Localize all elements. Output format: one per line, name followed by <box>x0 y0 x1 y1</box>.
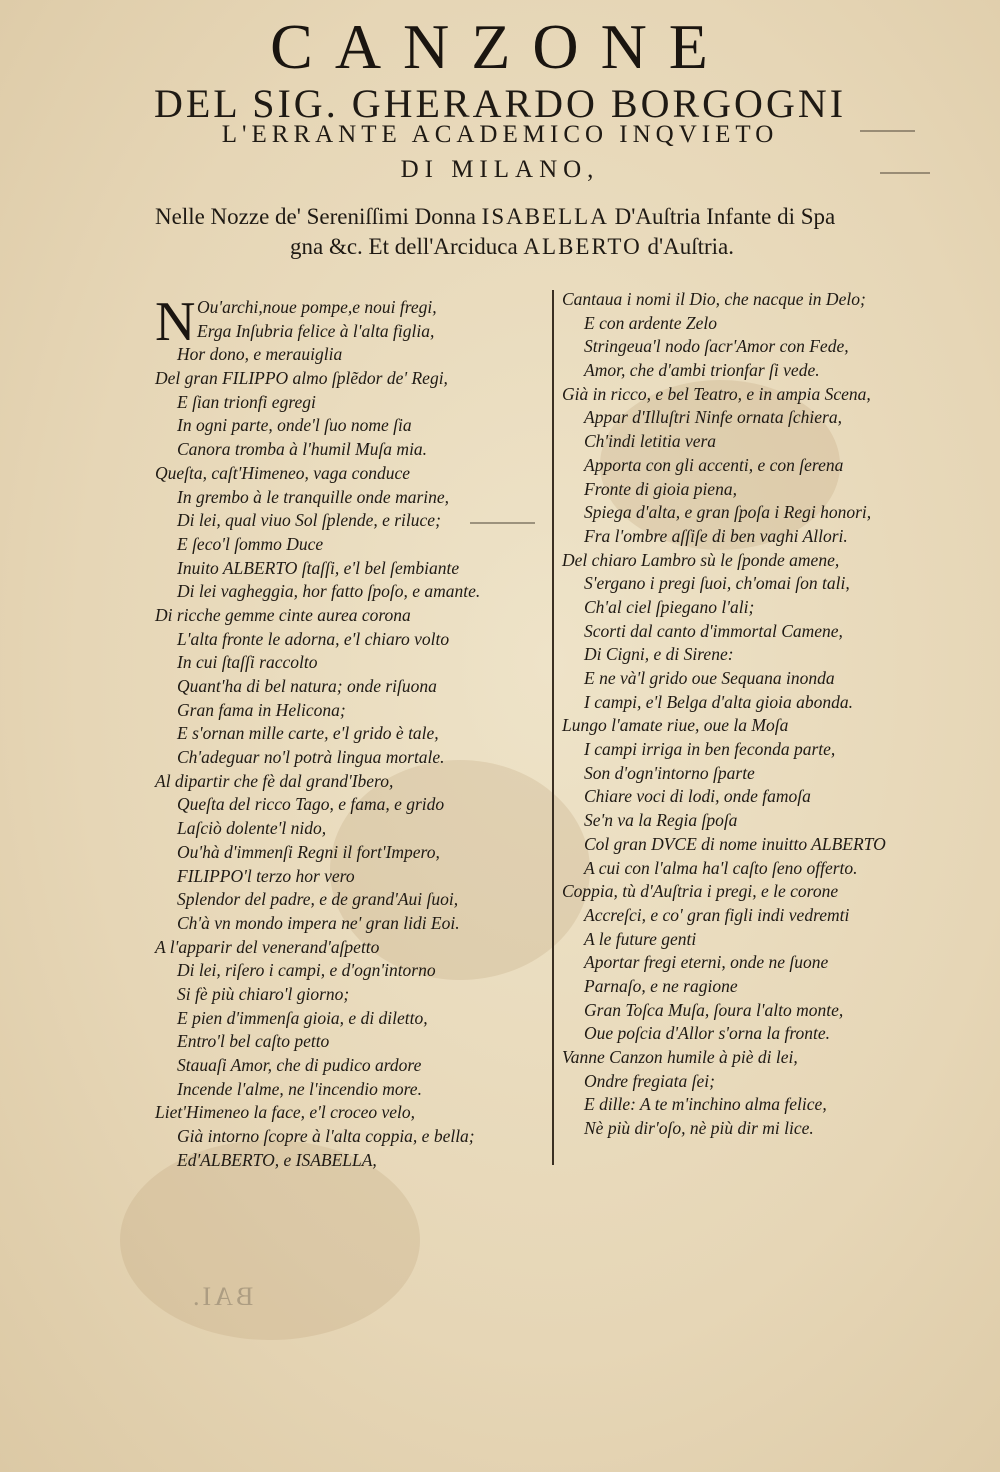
verse-line: Gran fama in Helicona; <box>177 699 346 720</box>
verse-line: Son d'ogn'intorno ſparte <box>584 762 755 783</box>
verse-line: Scorti dal canto d'immortal Camene, <box>584 620 843 641</box>
groom-name: ALBERTO <box>523 234 642 259</box>
pen-mark <box>880 172 930 174</box>
verse-line: Già intorno ſcopre à l'alta coppia, e bella; <box>177 1126 475 1147</box>
verse-line: Di lei vagheggia, hor fatto ſpoſo, e amante. <box>177 581 481 602</box>
verse-line: Vanne Canzon humile à piè di lei, <box>562 1047 798 1067</box>
author-line: DEL SIG. GHERARDO BORGOGNI <box>153 81 847 126</box>
verse-line: A l'apparir del venerand'aſpetto <box>155 936 380 957</box>
verse-line: Liet'Himeneo la face, e'l croceo velo, <box>155 1102 416 1123</box>
occasion-text: Nelle Nozze de' Sereniſſimi Donna <box>155 204 482 229</box>
verse-line: E pien d'immenſa gioia, e di diletto, <box>177 1007 428 1028</box>
verse-line: L'alta fronte le adorna, e'l chiaro volto <box>177 628 450 649</box>
verse-line: Se'n va la Regia ſpoſa <box>584 810 738 831</box>
verse-line: Amor, che d'ambi trionfar ſi vede. <box>584 360 820 381</box>
column-divider <box>552 290 554 1165</box>
verse-line: Di ricche gemme cinte aurea corona <box>155 604 411 625</box>
academy-line: L'ERRANTE ACADEMICO INQVIETO <box>221 121 779 148</box>
pen-mark <box>470 522 535 524</box>
verse-line: E s'ornan mille carte, e'l grido è tale, <box>177 723 439 744</box>
verse-line: Già in ricco, e bel Teatro, e in ampia Scena, <box>562 383 871 404</box>
verse-line: Coppia, tù d'Auſtria i pregi, e le corone <box>562 881 839 902</box>
verse-line: Ed'ALBERTO, e ISABELLA, <box>177 1149 377 1170</box>
verse-line: FILIPPO'l terzo hor vero <box>177 865 355 886</box>
verse-line: Queſta del ricco Tago, e fama, e grido <box>177 794 445 815</box>
verse-line: Del gran FILIPPO almo ſplẽdor de' Regi, <box>155 368 448 389</box>
verse-line: A cui con l'alma ha'l caſto ſeno offerto. <box>584 857 858 878</box>
verse-line: I campi, e'l Belga d'alta gioia abonda. <box>584 691 853 712</box>
verse-line: A le future genti <box>584 928 697 949</box>
verse-line: Entro'l bel caſto petto <box>177 1031 330 1052</box>
bride-name: ISABELLA <box>481 204 609 229</box>
verse-line: Incende l'alme, ne l'incendio more. <box>177 1078 422 1099</box>
verse-line: Erga Inſubria felice à l'alta figlia, <box>197 320 435 341</box>
verse-line: Stringeua'l nodo ſacr'Amor con Fede, <box>584 336 849 357</box>
verse-line: E dille: A te m'inchino alma felice, <box>584 1094 827 1115</box>
drop-cap: N <box>155 291 196 353</box>
verse-line: Di lei, qual viuo Sol ſplende, e riluce; <box>177 510 441 531</box>
verse-line: E ſeco'l ſommo Duce <box>177 533 324 554</box>
verse-line: Ou'archi,noue pompe,e noui fregi, <box>197 297 437 317</box>
verse-line: Accreſci, e co' gran figli indi vedremti <box>584 904 850 925</box>
verse-line: Ondre fregiata ſei; <box>584 1070 715 1091</box>
verse-line: Di Cigni, e di Sirene: <box>584 644 734 665</box>
verse-line: Oue poſcia d'Allor s'orna la fronte. <box>584 1023 830 1044</box>
poem-column-right <box>562 288 942 1141</box>
occasion-line-1 <box>155 202 965 232</box>
verse-line: Laſciò dolente'l nido, <box>177 818 327 839</box>
city-line: DI MILANO, <box>400 156 600 183</box>
verse-line: Spiega d'alta, e gran ſpoſa i Regi honori, <box>584 502 872 523</box>
verse-line: Col gran DVCE di nome inuitto ALBERTO <box>584 833 886 854</box>
verse-line: Gran Toſca Muſa, ſoura l'alto monte, <box>584 999 844 1020</box>
verse-line: Ch'adeguar no'l potrà lingua mortale. <box>177 747 445 768</box>
verse-line: I campi irriga in ben feconda parte, <box>584 739 836 760</box>
verse-line: In cui ſtaſſi raccolto <box>177 652 318 673</box>
verse-line: Fra l'ombre aſſiſe di ben vaghi Allori. <box>584 525 848 546</box>
verse-line: In grembo à le tranquille onde marine, <box>177 486 450 507</box>
occasion-text: D'Auſtria Infante di Spa <box>608 204 836 229</box>
verse-line: Di lei, riſero i campi, e d'ogn'intorno <box>177 960 436 981</box>
verse-line: E ne và'l grido oue Sequana inonda <box>584 668 835 688</box>
verse-line: Aportar fregi eterni, onde ne ſuone <box>584 952 829 973</box>
verse-line: Queſta, caſt'Himeneo, vaga conduce <box>155 462 410 483</box>
verse-line: Apporta con gli accenti, e con ſerena <box>584 454 844 475</box>
verse-line: Ch'à vn mondo impera ne' gran lidi Eoi. <box>177 912 460 933</box>
verse-line: E con ardente Zelo <box>584 312 718 333</box>
verse-line: Chiare voci di lodi, onde famoſa <box>584 786 811 807</box>
verse-line: E ſian trionfi egregi <box>177 391 316 412</box>
verse-line: Hor dono, e merauiglia <box>177 344 343 365</box>
verse-line: In ogni parte, onde'l ſuo nome ſia <box>177 415 412 436</box>
verse-line: Al dipartir che fè dal grand'Ibero, <box>155 770 394 791</box>
verse-line: Inuito ALBERTO ſtaſſi, e'l bel ſembiante <box>177 557 460 578</box>
pen-mark <box>860 130 915 132</box>
title: CANZONE <box>270 11 730 82</box>
verse-line: Splendor del padre, e de grand'Aui ſuoi, <box>177 889 459 910</box>
verse-line: Cantaua i nomi il Dio, che nacque in Delo; <box>562 289 866 309</box>
verse-line: Del chiaro Lambro sù le ſponde amene, <box>562 549 840 570</box>
show-through-text: BAI. <box>190 1282 254 1311</box>
verse-line: Nè più dir'oſo, nè più dir mi lice. <box>584 1118 814 1139</box>
verse-line: Ch'al ciel ſpiegano l'ali; <box>584 596 755 617</box>
verse-line: Ch'indi letitia vera <box>584 431 717 452</box>
verse-line: Fronte di gioia piena, <box>584 478 737 499</box>
occasion-heading <box>155 202 965 262</box>
verse-line: Ou'hà d'immenſi Regni il fort'Impero, <box>177 841 440 862</box>
occasion-text: gna &c. Et dell'Arciduca <box>290 234 524 259</box>
verse-line: Appar d'Illuſtri Ninfe ornata ſchiera, <box>584 407 842 428</box>
verse-line: S'ergano i pregi ſuoi, ch'omai ſon tali, <box>584 573 850 594</box>
poem-column-left <box>155 291 550 1172</box>
verse-line: Si fè più chiaro'l giorno; <box>177 983 350 1004</box>
occasion-line-2 <box>155 232 965 262</box>
verse-line: Canora tromba à l'humil Muſa mia. <box>177 439 428 460</box>
occasion-text: d'Auſtria. <box>641 234 734 259</box>
verse-line: Parnaſo, e ne ragione <box>584 975 738 996</box>
verse-line: Stauaſi Amor, che di pudico ardore <box>177 1055 422 1075</box>
verse-line: Lungo l'amate riue, oue la Moſa <box>562 715 789 736</box>
verse-line: Quant'ha di bel natura; onde riſuona <box>177 676 437 696</box>
